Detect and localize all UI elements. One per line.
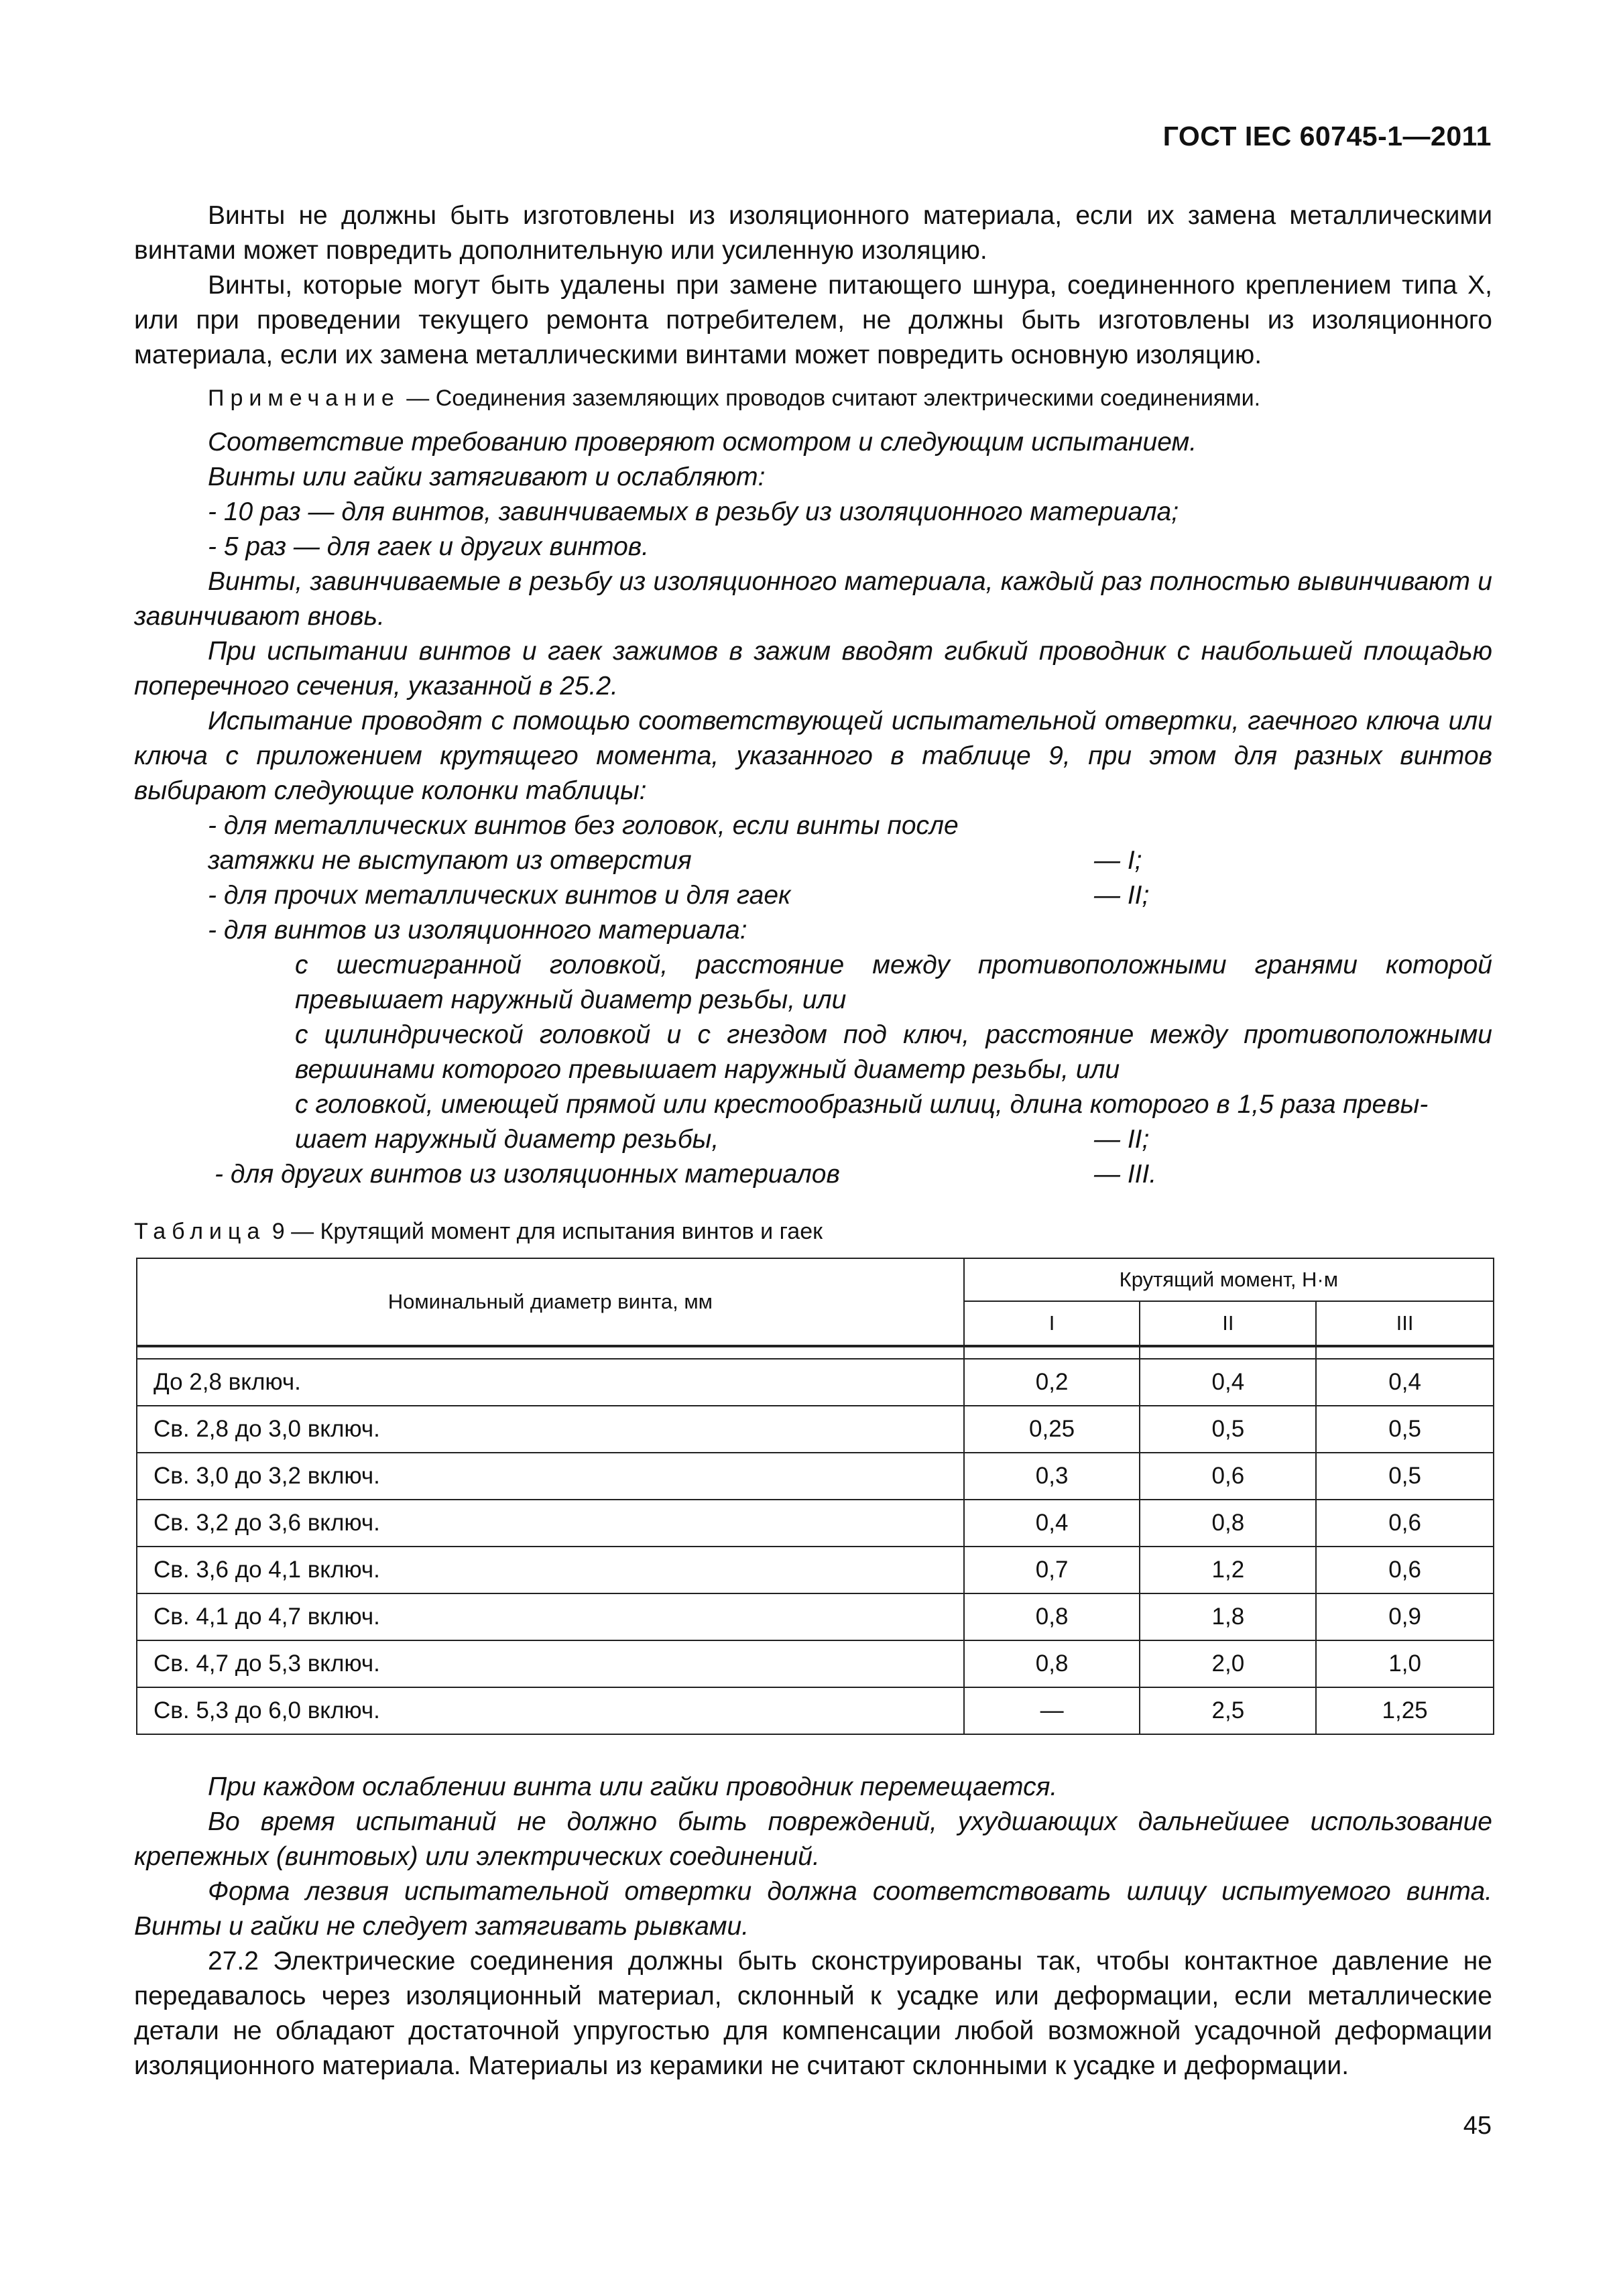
- sub-item: шает наружный диаметр резьбы, — II;: [134, 1122, 1492, 1157]
- table-row: Св. 3,0 до 3,2 включ. 0,3 0,6 0,5: [137, 1453, 1494, 1500]
- note-text: — Соединения заземляющих проводов считают электрическими соединениями.: [400, 385, 1261, 411]
- torque-table: [136, 1258, 1494, 1735]
- table-row: До 2,8 включ. 0,2 0,4 0,4: [137, 1359, 1494, 1406]
- list-item: - для других винтов из изоляционных материалов — III.: [134, 1157, 1492, 1192]
- sub-item: с головкой, имеющей прямой или крестообразный шлиц, длина которого в 1,5 раза превы-: [295, 1090, 1429, 1119]
- sub-item: с цилиндрической головкой и с гнездом под ключ, расстояние между противоположными вершинами которого превышает наружный диаметр резьбы, или: [295, 1020, 1492, 1084]
- compliance-check: Соответствие требованию проверяют осмотром и следующим испытанием.: [208, 428, 1197, 457]
- table-row: Св. 3,2 до 3,6 включ. 0,4 0,8 0,6: [137, 1500, 1494, 1547]
- table-row: Св. 5,3 до 6,0 включ. — 2,5 1,25: [137, 1687, 1494, 1734]
- column-ref: — I;: [1094, 846, 1142, 875]
- table-header-row: [137, 1258, 1494, 1301]
- paragraph-screws-removable: Винты, которые могут быть удалены при замене питающего шнура, соединенного креплением типа X, или при проведении текущего ремонта потребителем, не должны быть изготовлены из изоляционного материала, если их замена металлическими винтами может повредить основную изоляцию.: [134, 271, 1492, 369]
- header-col-iii: III: [1316, 1301, 1494, 1346]
- header-col-i: I: [964, 1301, 1140, 1346]
- column-ref: — II;: [1094, 881, 1150, 910]
- table-caption: Таблица 9 — Крутящий момент для испытания винтов и гаек: [134, 1219, 823, 1244]
- table-row: Св. 4,7 до 5,3 включ. 0,8 2,0 1,0: [137, 1640, 1494, 1687]
- page-number: 45: [1463, 2112, 1492, 2140]
- list-item: затяжки не выступают из отверстия — I;: [134, 843, 1492, 878]
- table-row: Св. 2,8 до 3,0 включ. 0,25 0,5 0,5: [137, 1406, 1494, 1453]
- terminal-test: При испытании винтов и гаек зажимов в зажим вводят гибкий проводник с наибольшей площадью поперечного сечения, указанной в 25.2.: [134, 637, 1492, 701]
- clause-27-2: 27.2 Электрические соединения должны быть сконструированы так, чтобы контактное давление не передавалось через изоляционный материал, склонный к усадке или деформации, если металлические детали не обладают достаточной упругостью для компенсации любой возможной усадочной деформации изоляционного материала. Материалы из керамики не считают склонными к усадке и деформации.: [134, 1947, 1492, 2080]
- sub-item: с шестигранной головкой, расстояние между противоположными гранями которой превышает наружный диаметр резьбы, или: [295, 951, 1492, 1014]
- list-item: - для металлических винтов без головок, если винты после: [208, 811, 959, 840]
- table-row: Св. 3,6 до 4,1 включ. 0,7 1,2 0,6: [137, 1547, 1494, 1593]
- header-torque: Крутящий момент, Н·м: [964, 1258, 1494, 1301]
- five-times: - 5 раз — для гаек и других винтов.: [208, 532, 649, 561]
- table-spacer: [137, 1346, 1494, 1359]
- screws-unscrewed: Винты, завинчиваемые в резьбу из изоляционного материала, каждый раз полностью вывинчивают и завинчивают вновь.: [134, 567, 1492, 631]
- list-item: - для винтов из изоляционного материала:: [208, 916, 747, 945]
- list-item: - для прочих металлических винтов и для гаек — II;: [134, 878, 1492, 913]
- conductor-moved: При каждом ослаблении винта или гайки проводник перемещается.: [208, 1772, 1058, 1801]
- screwdriver-blade: Форма лезвия испытательной отвертки должна соответствовать шлицу испытуемого винта. Винты и гайки не следует затягивать рывками.: [134, 1877, 1492, 1941]
- note: [134, 381, 1492, 416]
- no-damage: Во время испытаний не должно быть повреждений, ухудшающих дальнейшее использование крепежных (винтовых) или электрических соединений.: [134, 1807, 1492, 1871]
- post-table-text: [134, 1770, 1492, 2083]
- header-nominal-diameter: Номинальный диаметр винта, мм: [137, 1258, 964, 1346]
- main-text: [134, 198, 1492, 1192]
- test-method: Испытание проводят с помощью соответствующей испытательной отвертки, гаечного ключа или ключа с приложением крутящего момента, указанного в таблице 9, при этом для разных винтов выбирают следующие колонки таблицы:: [134, 707, 1492, 805]
- column-ref: — II;: [1094, 1125, 1150, 1154]
- header-col-ii: II: [1140, 1301, 1316, 1346]
- note-label: Примечание: [208, 385, 400, 411]
- column-selection-list: [134, 808, 1492, 1192]
- table-row: Св. 4,1 до 4,7 включ. 0,8 1,8 0,9: [137, 1593, 1494, 1640]
- column-ref: — III.: [1094, 1160, 1157, 1189]
- paragraph-screws-insulating: Винты не должны быть изготовлены из изоляционного материала, если их замена металлическими винтами может повредить дополнительную или усиленную изоляцию.: [134, 201, 1492, 265]
- tighten-loosen: Винты или гайки затягивают и ослабляют:: [208, 463, 766, 491]
- ten-times: - 10 раз — для винтов, завинчиваемых в резьбу из изоляционного материала;: [208, 497, 1179, 526]
- standard-header: ГОСТ IEC 60745-1—2011: [1162, 121, 1492, 152]
